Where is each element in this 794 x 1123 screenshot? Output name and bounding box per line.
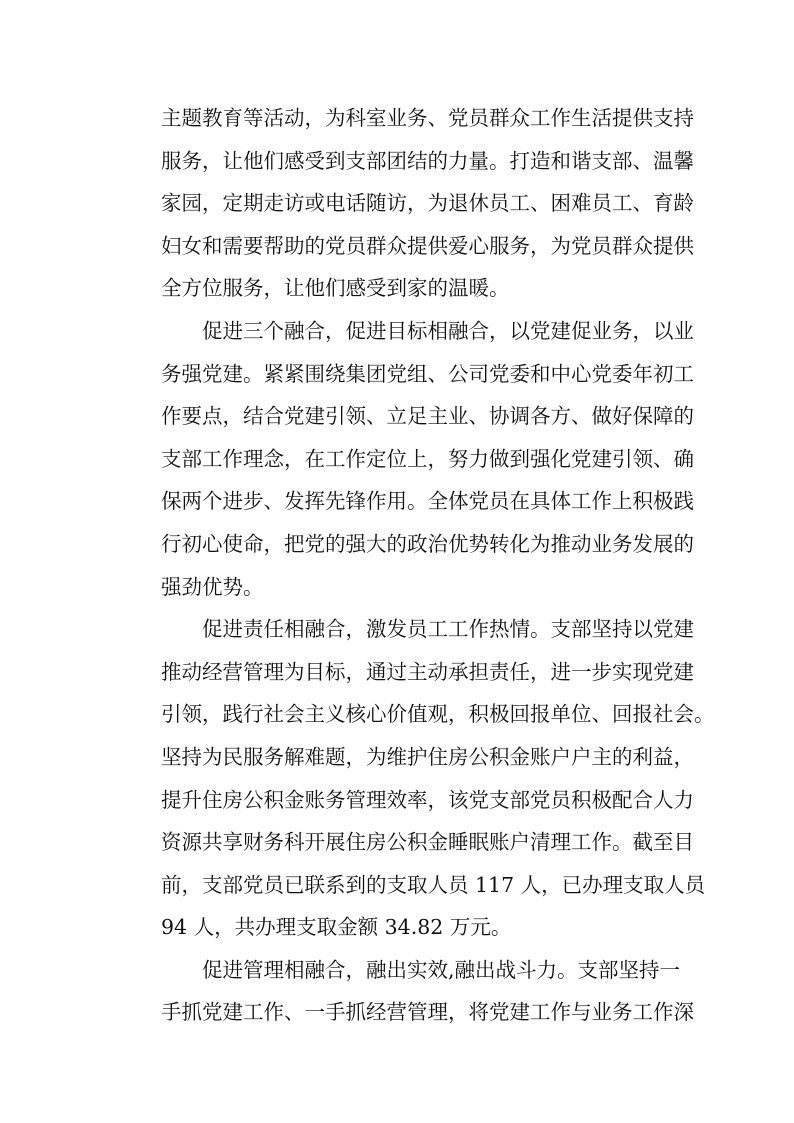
text-line: 行初心使命，把党的强大的政治优势转化为推动业务发展的 [161, 531, 694, 556]
text-line: 服务，让他们感受到支部团结的力量。打造和谐支部、温馨 [161, 148, 694, 173]
paragraph-1 [120, 97, 694, 310]
paragraph-3 [120, 608, 715, 949]
paragraph-4 [120, 949, 694, 1034]
text-line: 坚持为民服务解难题，为维护住房公积金账户户主的利益， [161, 744, 694, 769]
body-text [120, 97, 715, 1034]
text-line: 前，支部党员已联系到的支取人员 117 人，已办理支取人员 [161, 872, 706, 897]
text-line: 资源共享财务科开展住房公积金睡眠账户清理工作。截至目 [161, 830, 694, 855]
text-line: 务强党建。紧紧围绕集团党组、公司党委和中心党委年初工 [161, 361, 694, 386]
text-line: 家园，定期走访或电话随访，为退休员工、困难员工、育龄 [161, 191, 694, 216]
text-line: 引领，践行社会主义核心价值观，积极回报单位、回报社会。 [161, 702, 715, 727]
text-line: 促进三个融合，促进目标相融合，以党建促业务，以业 [202, 318, 694, 343]
text-line: 推动经营管理为目标，通过主动承担责任，进一步实现党建 [161, 659, 694, 684]
paragraph-2 [120, 310, 694, 608]
text-line: 作要点，结合党建引领、立足主业、协调各方、做好保障的 [161, 404, 694, 429]
text-line: 94 人，共办理支取金额 34.82 万元。 [161, 915, 512, 940]
text-line: 提升住房公积金账务管理效率，该党支部党员积极配合人力 [161, 787, 694, 812]
text-line: 强劲优势。 [161, 574, 264, 599]
text-line: 手抓党建工作、一手抓经营管理，将党建工作与业务工作深 [161, 1000, 694, 1025]
text-line: 妇女和需要帮助的党员群众提供爱心服务，为党员群众提供 [161, 233, 694, 258]
text-line: 促进责任相融合，激发员工工作热情。支部坚持以党建 [202, 617, 694, 642]
text-line: 支部工作理念，在工作定位上，努力做到强化党建引领、确 [161, 446, 694, 471]
text-line: 主题教育等活动，为科室业务、党员群众工作生活提供支持 [161, 106, 694, 130]
text-line: 保两个进步、发挥先锋作用。全体党员在具体工作上积极践 [161, 489, 694, 514]
text-line: 促进管理相融合，融出实效,融出战斗力。支部坚持一 [202, 957, 681, 982]
text-line: 全方位服务，让他们感受到家的温暖。 [161, 276, 510, 301]
